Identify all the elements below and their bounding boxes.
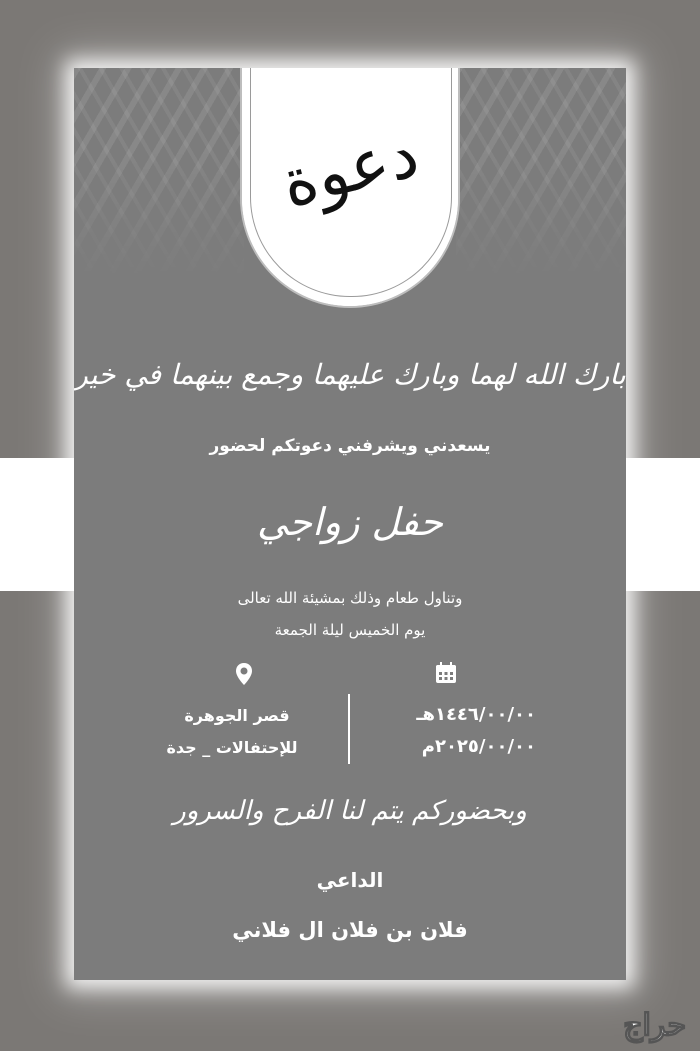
- meal-text: وتناول طعام وذلك بمشيئة الله تعالى: [237, 589, 463, 607]
- date-hijri: ١٤٤٦/٠٠/٠٠هـ: [416, 704, 536, 725]
- venue-name: قصر الجوهرة: [184, 706, 290, 725]
- watermark-text: حراج: [623, 1008, 686, 1043]
- title-arch: [242, 68, 458, 306]
- host-label: الداعي: [316, 868, 384, 892]
- date-gregorian: ٢٠٢٥/٠٠/٠٠م: [421, 736, 536, 757]
- calligraphy-pattern-left: [74, 68, 244, 278]
- calendar-icon: [435, 662, 457, 684]
- host-name: فلان بن فلان ال فلاني: [232, 918, 468, 942]
- closing-text: وبحضوركم يتم لنا الفرح والسرور: [173, 796, 527, 826]
- day-text: يوم الخميس ليلة الجمعة: [274, 621, 426, 639]
- calligraphy-pattern-right: [456, 68, 626, 278]
- intro-text: يسعدني ويشرفني دعوتكم لحضور: [209, 436, 491, 456]
- haraj-watermark-logo: [536, 1005, 686, 1045]
- location-pin-icon: [234, 662, 254, 686]
- invitation-title: دعوة: [273, 114, 426, 223]
- invitation-card: [74, 68, 626, 980]
- occasion-title: حفل زواجي: [257, 500, 443, 544]
- info-divider: [348, 694, 350, 764]
- blessing-text: بارك الله لهما وبارك عليهما وجمع بينهما في خير: [74, 358, 626, 391]
- venue-city: للإحتفالات _ جدة: [166, 738, 298, 757]
